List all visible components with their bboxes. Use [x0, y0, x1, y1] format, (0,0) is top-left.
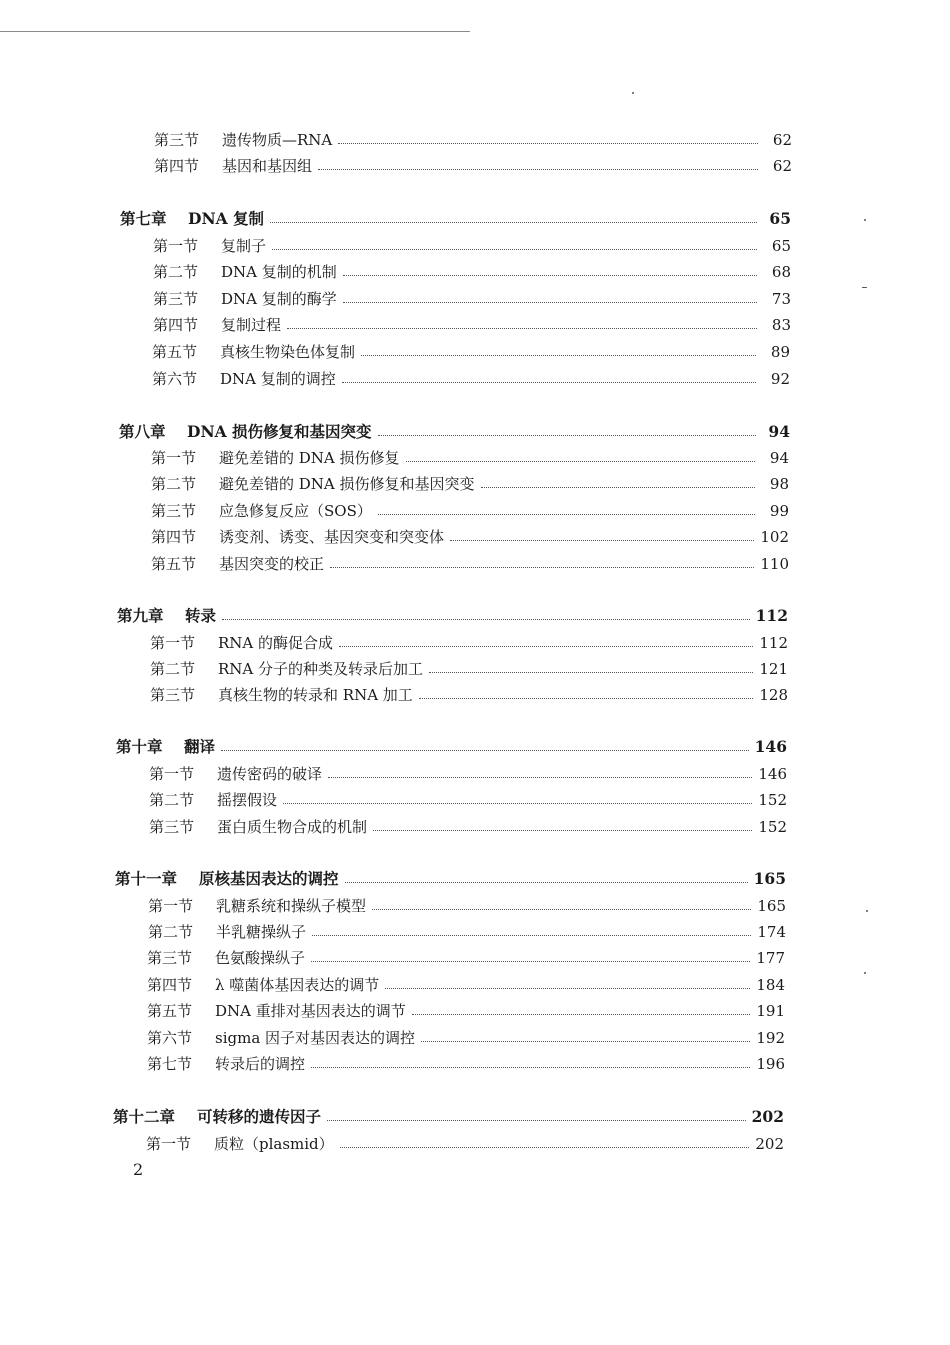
toc-section-row	[151, 552, 789, 576]
toc-section-row	[152, 367, 790, 391]
page-ref: 73	[771, 290, 791, 308]
chapter-title: DNA 损伤修复和基因突变	[187, 422, 372, 441]
dot-leader	[429, 671, 753, 673]
dot-leader	[342, 381, 756, 383]
page-ref: 128	[759, 686, 788, 704]
section-title: 转录后的调控	[215, 1055, 306, 1073]
toc-chapter-row	[120, 207, 791, 231]
page-ref: 83	[771, 316, 791, 334]
section-label: 第一节	[153, 237, 199, 255]
section-label: 第二节	[150, 660, 196, 678]
section-title: 复制子	[221, 237, 267, 255]
section-label: 第三节	[147, 949, 193, 967]
section-label: 第二节	[149, 791, 195, 809]
section-title: DNA 复制的机制	[221, 263, 337, 281]
top-rule	[0, 31, 470, 32]
section-title: λ 噬菌体基因表达的调节	[215, 976, 380, 994]
section-title: 真核生物染色体复制	[220, 343, 356, 361]
toc-section-row	[151, 525, 789, 549]
dot-leader	[419, 697, 754, 699]
section-label: 第三节	[149, 818, 195, 836]
dot-leader	[338, 142, 758, 144]
chapter-title: 翻译	[184, 737, 216, 756]
toc-section-row	[151, 446, 789, 470]
chapter-title: DNA 复制	[188, 209, 265, 228]
section-title: 质粒（plasmid）	[214, 1135, 334, 1153]
dot-leader	[481, 486, 755, 488]
section-title: 蛋白质生物合成的机制	[217, 818, 368, 836]
toc-chapter-row	[119, 420, 790, 444]
page-ref: 184	[756, 976, 785, 994]
scan-speck	[864, 219, 866, 221]
chapter-title: 转录	[185, 606, 217, 625]
toc-section-row	[150, 657, 788, 681]
dot-leader	[406, 460, 755, 462]
toc-section-row	[149, 815, 787, 839]
section-label: 第一节	[149, 765, 195, 783]
section-label: 第五节	[147, 1002, 193, 1020]
section-label: 第一节	[151, 449, 197, 467]
section-label: 第六节	[147, 1029, 193, 1047]
section-label: 第一节	[146, 1135, 192, 1153]
page-ref: 102	[760, 528, 789, 546]
scan-speck	[632, 92, 634, 94]
dot-leader	[328, 776, 752, 778]
section-title: 应急修复反应（SOS）	[219, 502, 372, 520]
toc-chapter-row	[116, 735, 787, 759]
dot-leader	[385, 987, 750, 989]
page-ref: 202	[751, 1107, 784, 1126]
toc-section-row	[153, 260, 791, 284]
dot-leader	[287, 327, 757, 329]
section-label: 第二节	[153, 263, 199, 281]
page-ref: 146	[754, 737, 787, 756]
section-label: 第五节	[151, 555, 197, 573]
page-ref: 65	[769, 209, 791, 228]
dot-leader	[327, 1119, 746, 1121]
section-title: RNA 的酶促合成	[218, 634, 334, 652]
section-title: 基因和基因组	[222, 157, 313, 175]
chapter-label: 第八章	[119, 422, 166, 441]
section-title: 诱变剂、诱变、基因突变和突变体	[219, 528, 445, 546]
page-ref: 174	[757, 923, 786, 941]
page-ref: 92	[770, 370, 790, 388]
page-ref: 112	[755, 606, 788, 625]
page-ref: 94	[769, 449, 789, 467]
page-ref: 152	[758, 818, 787, 836]
dot-leader	[340, 1146, 750, 1148]
section-title: 复制过程	[221, 316, 282, 334]
dot-leader	[222, 618, 750, 620]
toc-section-row	[153, 313, 791, 337]
section-title: 乳糖系统和操纵子模型	[216, 897, 367, 915]
chapter-label: 第十一章	[115, 869, 178, 888]
section-title: 遗传物质—RNA	[222, 131, 333, 149]
page-ref: 68	[771, 263, 791, 281]
dot-leader	[345, 881, 748, 883]
section-title: 遗传密码的破译	[217, 765, 323, 783]
dot-leader	[450, 539, 754, 541]
page-ref: 110	[760, 555, 789, 573]
toc-section-row	[146, 1132, 784, 1156]
section-title: 基因突变的校正	[219, 555, 325, 573]
dot-leader	[272, 248, 757, 250]
section-label: 第二节	[151, 475, 197, 493]
page-ref: 202	[755, 1135, 784, 1153]
section-title: DNA 复制的调控	[220, 370, 336, 388]
section-label: 第一节	[148, 897, 194, 915]
section-title: DNA 复制的酶学	[221, 290, 337, 308]
toc-section-row	[150, 631, 788, 655]
toc-section-row	[151, 499, 789, 523]
toc-section-row	[154, 128, 792, 152]
chapter-title: 原核基因表达的调控	[199, 869, 339, 888]
dot-leader	[311, 960, 750, 962]
section-label: 第四节	[153, 316, 199, 334]
page-number: 2	[133, 1160, 144, 1179]
chapter-label: 第七章	[120, 209, 167, 228]
dot-leader	[421, 1040, 750, 1042]
toc-section-row	[154, 154, 792, 178]
section-label: 第三节	[153, 290, 199, 308]
section-title: 避免差错的 DNA 损伤修复和基因突变	[219, 475, 475, 493]
toc-section-row	[152, 340, 790, 364]
chapter-label: 第十章	[116, 737, 163, 756]
page-ref: 191	[756, 1002, 785, 1020]
toc-section-row	[149, 788, 787, 812]
dot-leader	[372, 908, 751, 910]
page-ref: 165	[753, 869, 786, 888]
dot-leader	[330, 566, 754, 568]
toc-section-row	[147, 973, 785, 997]
dot-leader	[283, 802, 752, 804]
section-label: 第四节	[151, 528, 197, 546]
toc-section-row	[147, 946, 785, 970]
section-title: DNA 重排对基因表达的调节	[215, 1002, 406, 1020]
section-label: 第四节	[147, 976, 193, 994]
chapter-label: 第十二章	[113, 1107, 176, 1126]
section-label: 第七节	[147, 1055, 193, 1073]
dot-leader	[373, 829, 752, 831]
page-ref: 177	[756, 949, 785, 967]
toc-section-row	[148, 894, 786, 918]
toc-section-row	[151, 472, 789, 496]
toc-section-row	[149, 762, 787, 786]
page-ref: 65	[771, 237, 791, 255]
dot-leader	[270, 221, 757, 223]
page-ref: 192	[756, 1029, 785, 1047]
page-ref: 94	[768, 422, 790, 441]
section-label: 第一节	[150, 634, 196, 652]
dot-leader	[412, 1013, 751, 1015]
scan-speck	[864, 972, 866, 974]
section-title: 摇摆假设	[217, 791, 278, 809]
section-title: RNA 分子的种类及转录后加工	[218, 660, 424, 678]
page-ref: 121	[759, 660, 788, 678]
page-ref: 146	[758, 765, 787, 783]
toc-section-row	[147, 1052, 785, 1076]
dot-leader	[378, 434, 756, 436]
dot-leader	[312, 934, 751, 936]
dot-leader	[221, 749, 749, 751]
toc-section-row	[153, 234, 791, 258]
dot-leader	[311, 1066, 750, 1068]
section-label: 第三节	[151, 502, 197, 520]
section-label: 第三节	[150, 686, 196, 704]
page-ref: 89	[770, 343, 790, 361]
page-ref: 165	[757, 897, 786, 915]
toc-chapter-row	[113, 1105, 784, 1129]
section-label: 第三节	[154, 131, 200, 149]
section-title: 色氨酸操纵子	[215, 949, 306, 967]
dot-leader	[361, 354, 756, 356]
toc-chapter-row	[117, 604, 788, 628]
section-title: 避免差错的 DNA 损伤修复	[219, 449, 400, 467]
page-ref: 62	[772, 157, 792, 175]
page-ref: 196	[756, 1055, 785, 1073]
chapter-title: 可转移的遗传因子	[197, 1107, 322, 1126]
toc-section-row	[147, 1026, 785, 1050]
page-ref: 98	[769, 475, 789, 493]
section-label: 第二节	[148, 923, 194, 941]
dot-leader	[378, 513, 755, 515]
section-label: 第四节	[154, 157, 200, 175]
page-ref: 152	[758, 791, 787, 809]
scan-speck	[866, 910, 868, 912]
dot-leader	[339, 645, 753, 647]
page-ref: 62	[772, 131, 792, 149]
scan-speck	[862, 287, 867, 288]
section-title: sigma 因子对基因表达的调控	[215, 1029, 416, 1047]
section-title: 真核生物的转录和 RNA 加工	[218, 686, 413, 704]
toc-section-row	[148, 920, 786, 944]
chapter-label: 第九章	[117, 606, 164, 625]
dot-leader	[318, 168, 758, 170]
dot-leader	[343, 274, 757, 276]
section-label: 第五节	[152, 343, 198, 361]
toc-chapter-row	[115, 867, 786, 891]
toc-section-row	[150, 683, 788, 707]
section-title: 半乳糖操纵子	[216, 923, 307, 941]
toc-section-row	[153, 287, 791, 311]
page-ref: 99	[769, 502, 789, 520]
section-label: 第六节	[152, 370, 198, 388]
dot-leader	[343, 301, 757, 303]
toc-section-row	[147, 999, 785, 1023]
page-ref: 112	[759, 634, 788, 652]
